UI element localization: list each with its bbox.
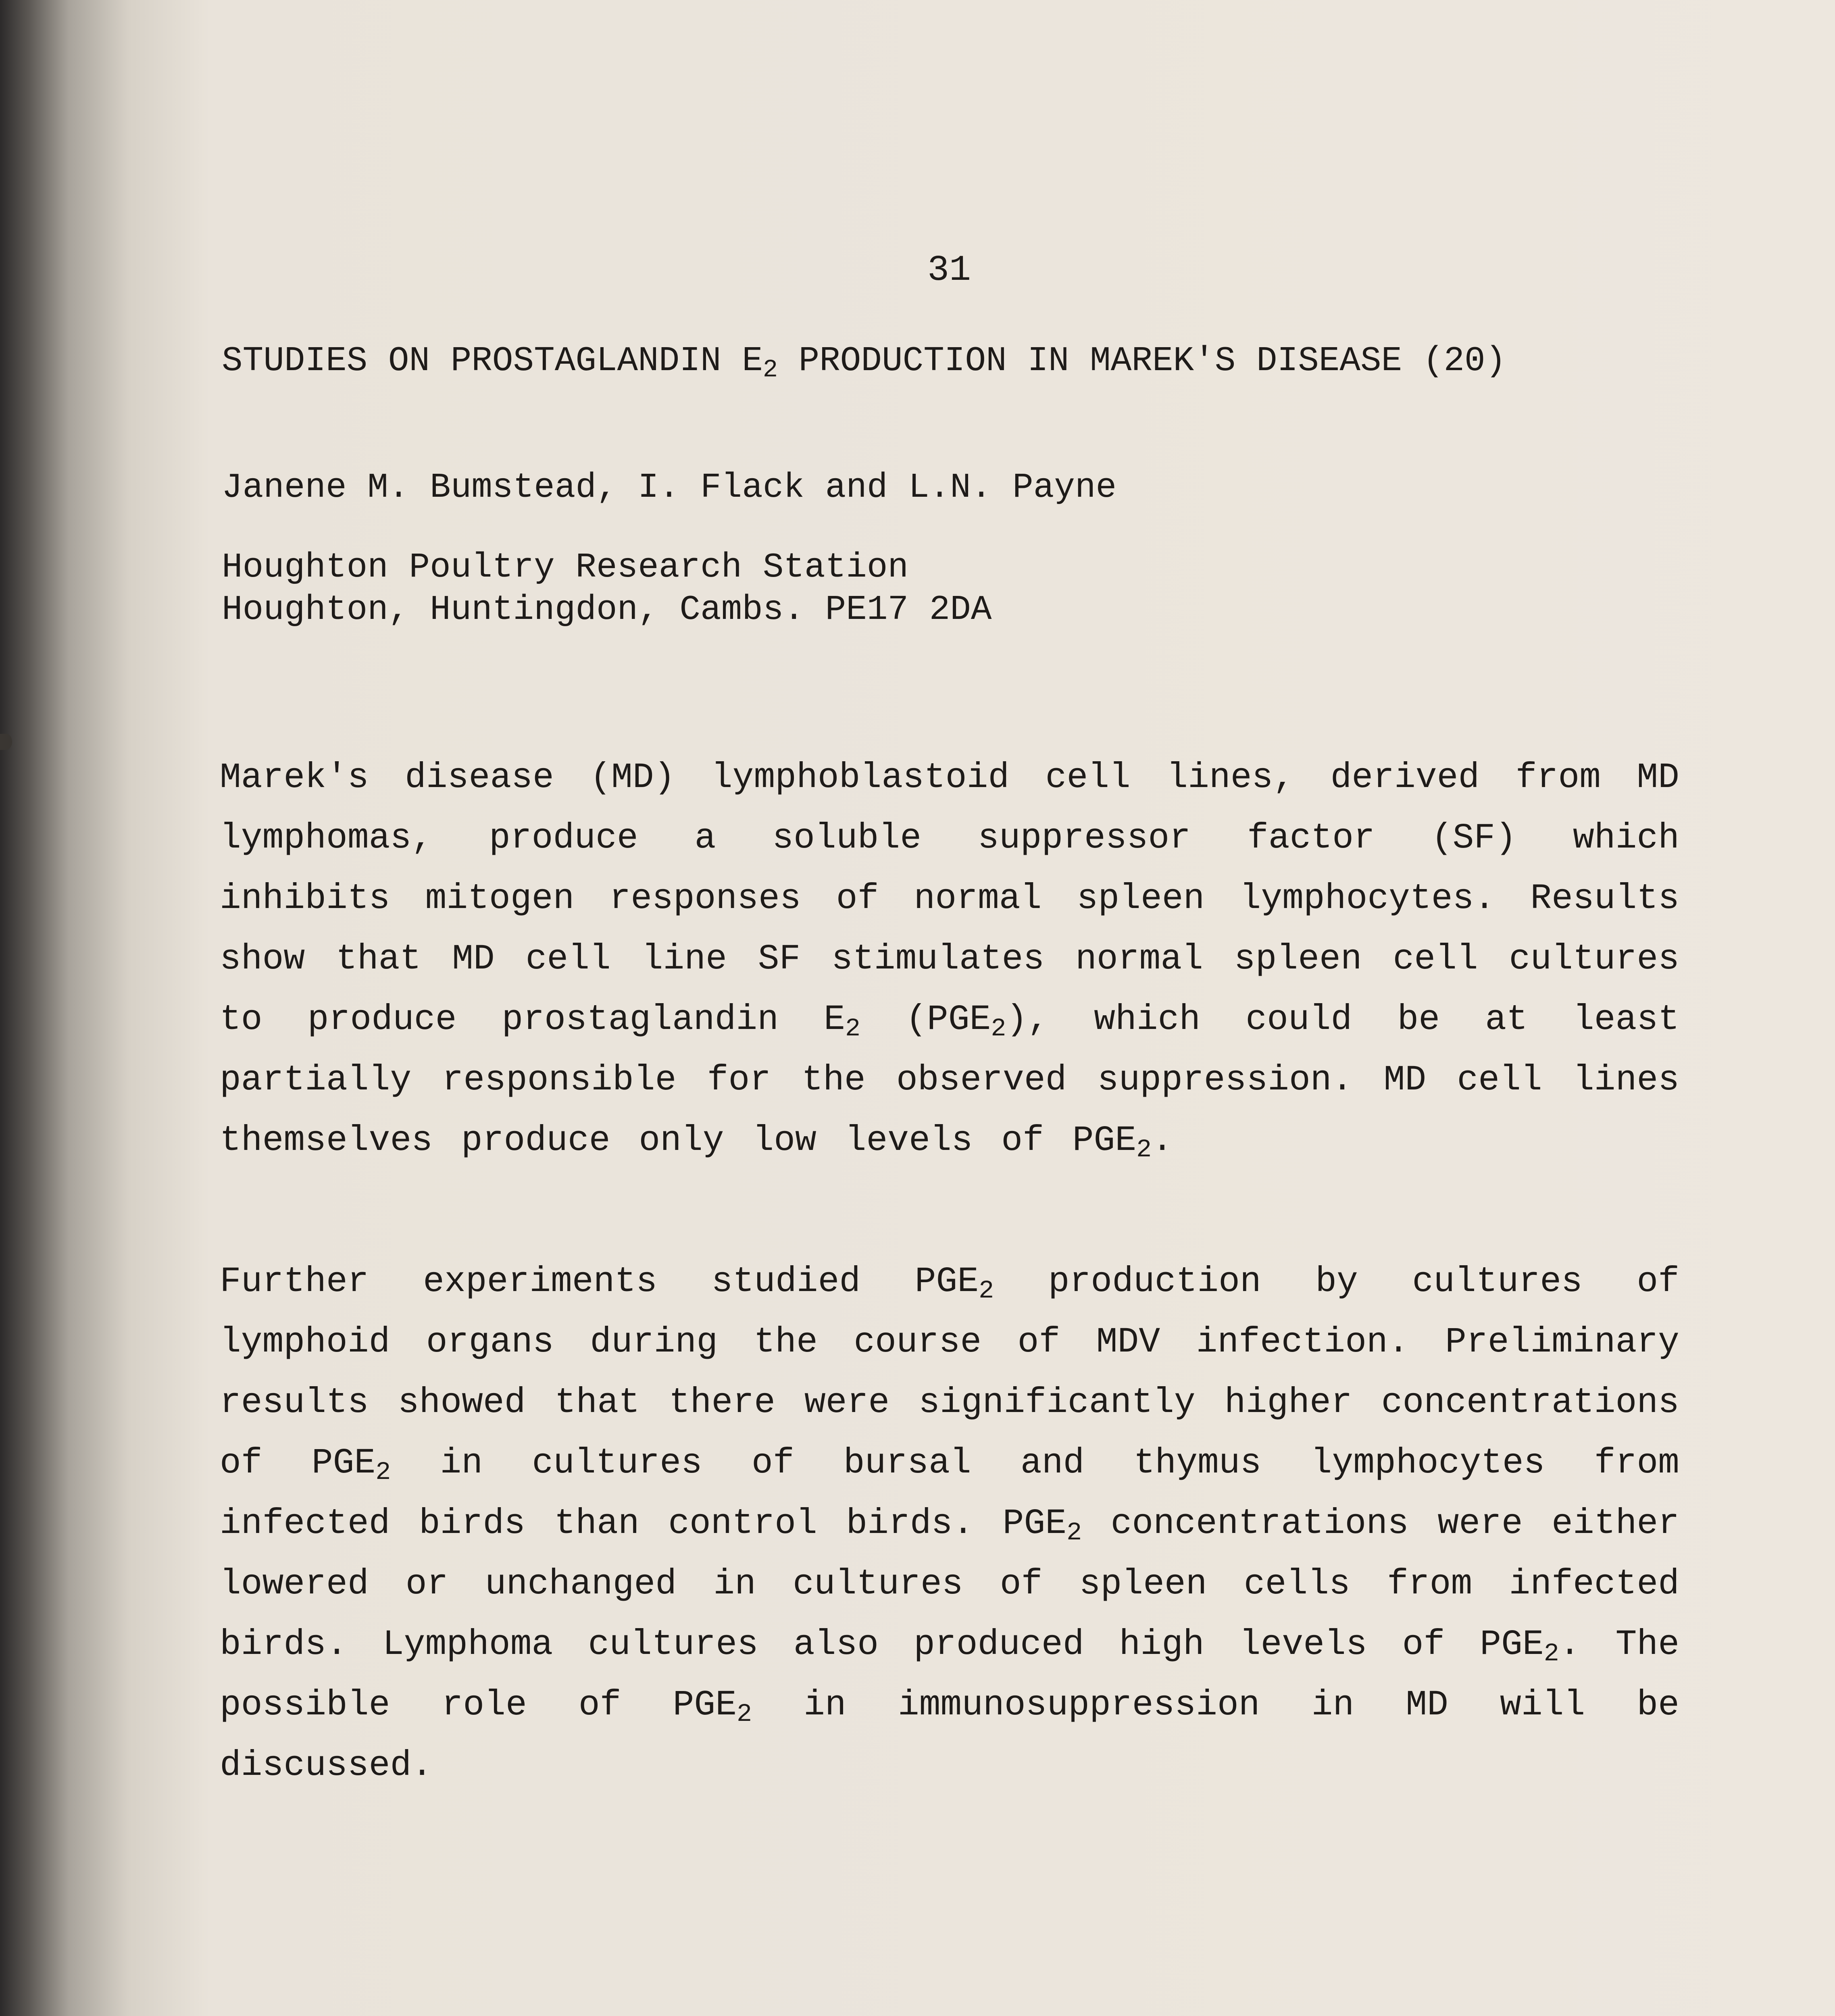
- p2-text-c: in cultures of bursal and thymus lymphocytes from infected birds than control birds. PGE: [220, 1443, 1679, 1544]
- p1-text-b: (PGE: [860, 1000, 991, 1040]
- abstract-paragraph-2: [220, 1252, 1679, 1796]
- p2-text-b: production by cultures of lymphoid organs during the course of MDV infection. Preliminary results showed that there were significantly higher concentrations of PGE: [220, 1262, 1679, 1483]
- p2-text-e: . The possible role of PGE: [220, 1625, 1679, 1725]
- p2-text-f: in immunosuppression in MD will be discussed.: [220, 1685, 1679, 1786]
- p1-text-d: .: [1152, 1121, 1173, 1161]
- p1-text-c: ), which could be at least partially responsible for the observed suppression. MD cell lines themselves produce only low levels of PGE: [220, 1000, 1679, 1161]
- p1-sub-c: 2: [1136, 1135, 1152, 1164]
- p2-text-a: Further experiments studied PGE: [220, 1262, 979, 1302]
- binding-mark: [0, 734, 12, 750]
- affiliation-line-1: Houghton Poultry Research Station: [222, 548, 909, 587]
- title-part-1: STUDIES ON PROSTAGLANDIN E: [222, 341, 763, 381]
- title-subscript: 2: [762, 355, 778, 384]
- p2-sub-a: 2: [979, 1276, 994, 1306]
- p2-sub-b: 2: [375, 1458, 391, 1487]
- affiliation: [222, 546, 992, 631]
- p2-sub-e: 2: [737, 1699, 752, 1729]
- page-number: 31: [927, 250, 971, 291]
- affiliation-line-2: Houghton, Huntingdon, Cambs. PE17 2DA: [222, 590, 992, 629]
- title-part-2: PRODUCTION IN MAREK'S DISEASE (20): [777, 341, 1506, 381]
- authors: Janene M. Bumstead, I. Flack and L.N. Payne: [222, 468, 1117, 507]
- p1-sub-a: 2: [845, 1014, 860, 1043]
- p1-text-a: Marek's disease (MD) lymphoblastoid cell lines, derived from MD lymphomas, produce a soluble suppressor factor (SF) which inhibits mitogen responses of normal spleen lymphocytes. Results show that MD cell line SF stimulates normal spleen cell cultures to produce prostaglandin E: [220, 758, 1679, 1040]
- abstract-paragraph-1: [220, 748, 1679, 1171]
- article-title: [222, 331, 1673, 391]
- p2-text-d: concentrations were either lowered or unchanged in cultures of spleen cells from infected birds. Lymphoma cultures also produced high levels of PGE: [220, 1504, 1679, 1665]
- p2-sub-d: 2: [1543, 1639, 1559, 1668]
- p1-sub-b: 2: [991, 1014, 1006, 1043]
- p2-sub-c: 2: [1066, 1518, 1082, 1547]
